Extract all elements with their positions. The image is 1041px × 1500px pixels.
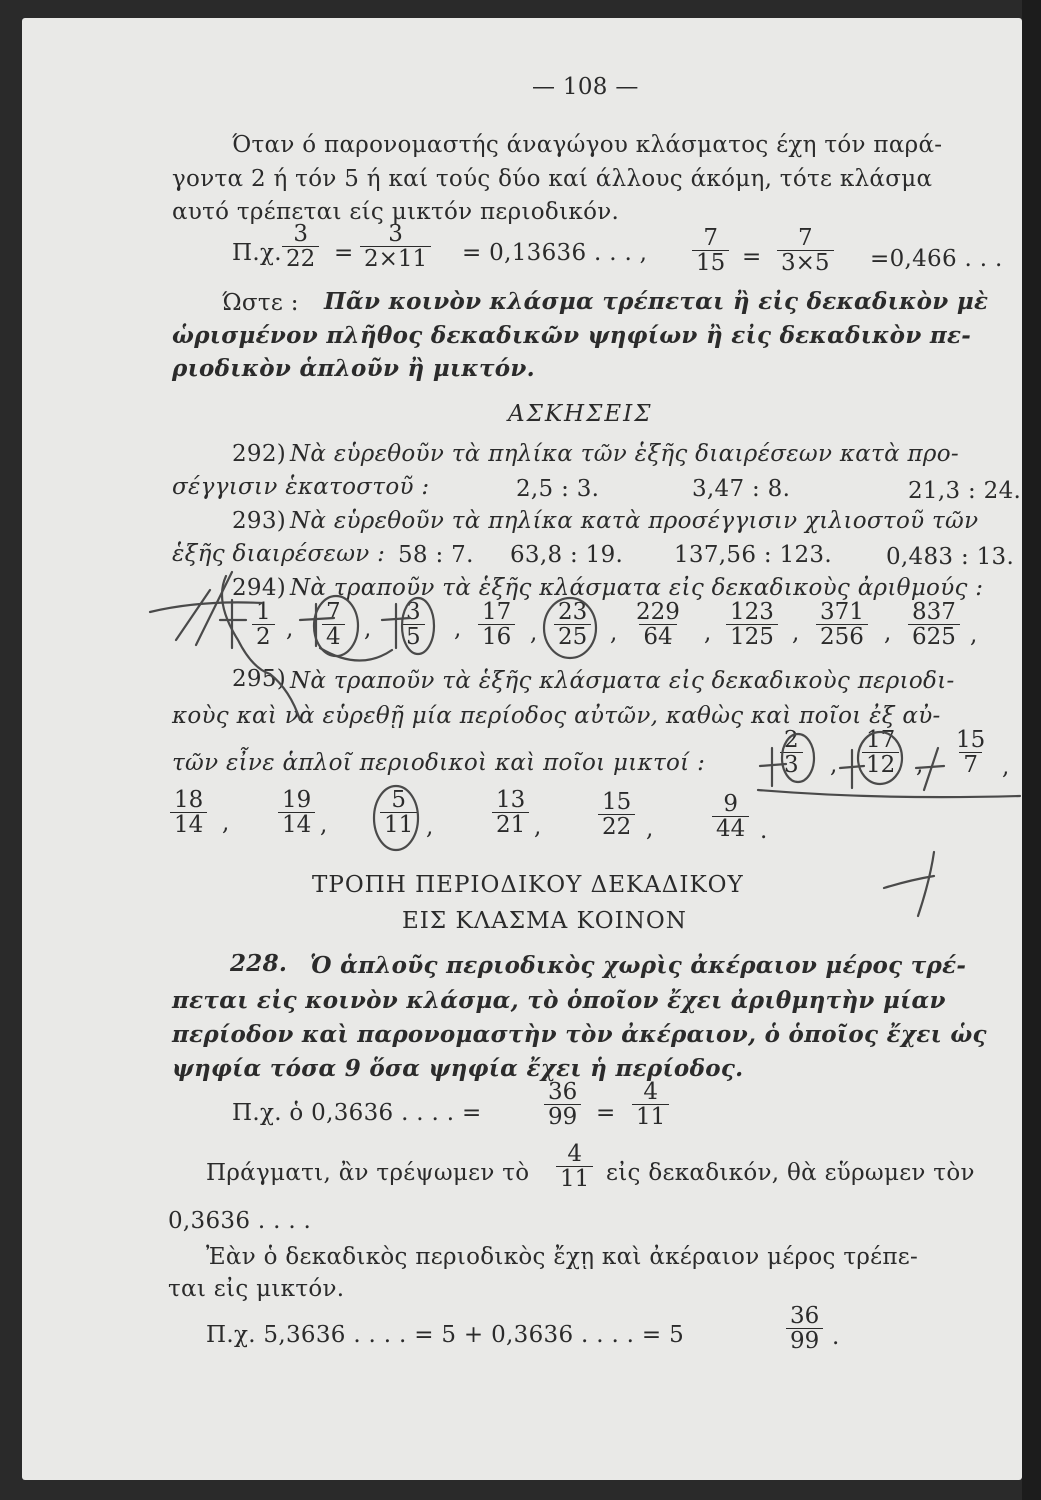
example2-prefix: Π.χ. ὁ 0,3636 . . . . = bbox=[232, 1100, 482, 1126]
ex295-line-2: κοὺς καὶ νὰ εὑρεθῇ μία περίοδος αὐτῶν, καθὼς καὶ ποῖοι ἐξ αὐ- bbox=[172, 703, 941, 729]
fraction-13-21: $\frac{13}{21}$ bbox=[492, 788, 529, 837]
ex295-line-3: τῶν εἶνε ἁπλοῖ περιοδικοὶ καὶ ποῖοι μικτοί : bbox=[172, 750, 706, 776]
fraction-7-15: $\frac{7}{15}$ bbox=[692, 226, 729, 275]
conclusion-line-1: Πᾶν κοινὸν κλάσμα τρέπεται ἢ εἰς δεκαδικὸν μὲ bbox=[324, 288, 989, 315]
ex293-line-2: ἑξῆς διαιρέσεων : bbox=[172, 541, 386, 567]
example1-result-2: =0,466 . . . bbox=[870, 246, 1003, 272]
example3-end: . bbox=[832, 1324, 840, 1350]
ex292-line-1: Νὰ εὑρεθοῦν τὰ πηλίκα τῶν ἑξῆς διαιρέσεων κατὰ προ- bbox=[290, 441, 959, 467]
fraction-19-14: $\frac{19}{14}$ bbox=[278, 788, 315, 837]
section-title-line-2: ΕΙΣ ΚΛΑΣΜΑ ΚΟΙΝΟΝ bbox=[402, 908, 687, 934]
ex292-value-2: 3,47 : 8. bbox=[692, 476, 791, 502]
fraction-4-11: $\frac{4}{11}$ bbox=[632, 1080, 669, 1129]
equals-sign-3: = bbox=[596, 1100, 616, 1126]
fraction-5-11: $\frac{5}{11}$ bbox=[380, 788, 417, 837]
ex292-value-3: 21,3 : 24. bbox=[908, 478, 1022, 504]
rule228-line-4: ψηφία τόσα 9 ὅσα ψηφία ἔχει ἡ περίοδος. bbox=[172, 1055, 744, 1082]
ex293-value-3: 137,56 : 123. bbox=[674, 542, 832, 568]
fraction-36-99-b: $\frac{36}{99}$ bbox=[786, 1304, 823, 1353]
fraction-23-25: $\frac{23}{25}$ bbox=[554, 600, 591, 649]
fraction-17-16: $\frac{17}{16}$ bbox=[478, 600, 515, 649]
section-title-line-1: ΤΡΟΠΗ ΠΕΡΙΟΔΙΚΟΥ ΔΕΚΑΔΙΚΟΥ bbox=[312, 872, 744, 898]
fraction-9-44: $\frac{9}{44}$ bbox=[712, 792, 749, 841]
rule228-line-2: πεται εἰς κοινὸν κλάσμα, τὸ ὁποῖον ἔχει ἀριθμητὴν μίαν bbox=[172, 987, 946, 1014]
fraction-123-125: $\frac{123}{125}$ bbox=[726, 600, 778, 649]
ex294-text: Νὰ τραποῦν τὰ ἑξῆς κλάσματα εἰς δεκαδικοὺς ἀριθμούς : bbox=[290, 575, 984, 601]
conclusion-line-2: ὡρισμένον πλῆθος δεκαδικῶν ψηφίων ἢ εἰς δεκαδικὸν πε- bbox=[172, 322, 972, 349]
page-edge-shadow bbox=[1022, 0, 1041, 1500]
fraction-4-11-b: $\frac{4}{11}$ bbox=[556, 1142, 593, 1191]
ex292-value-1: 2,5 : 3. bbox=[516, 476, 600, 502]
equals-sign-2: = bbox=[742, 244, 762, 270]
example3-text: Π.χ. 5,3636 . . . . = 5 + 0,3636 . . . . = 5 bbox=[206, 1322, 685, 1348]
exercises-title: ΑΣΚΗΣΕΙΣ bbox=[508, 401, 653, 427]
fraction-17-12: $\frac{17}{12}$ bbox=[862, 728, 899, 777]
fraction-3-2x11: $\frac{3}{2\times 11}$ bbox=[360, 222, 431, 271]
ex295-line-1: Νὰ τραποῦν τὰ ἑξῆς κλάσματα εἰς δεκαδικοὺς περιοδι- bbox=[290, 668, 955, 694]
rule228-line-1: Ὁ ἁπλοῦς περιοδικὸς χωρὶς ἀκέραιον μέρος τρέ- bbox=[310, 952, 967, 979]
ex293-number: 293) bbox=[232, 508, 287, 534]
indeed-pre: Πράγματι, ἂν τρέψωμεν τὸ bbox=[206, 1160, 530, 1186]
equals-sign: = bbox=[334, 240, 354, 266]
fraction-15-7: $\frac{15}{7}$ bbox=[956, 727, 986, 779]
ex293-line-1: Νὰ εὑρεθοῦν τὰ πηλίκα κατὰ προσέγγισιν χιλιοστοῦ τῶν bbox=[290, 508, 979, 534]
ex293-value-2: 63,8 : 19. bbox=[510, 542, 624, 568]
conclusion-lead: Ώστε : bbox=[222, 290, 299, 316]
fraction-229-64: $\frac{229}{64}$ bbox=[636, 599, 680, 651]
fraction-371-256: $\frac{371}{256}$ bbox=[816, 600, 868, 649]
ex292-number: 292) bbox=[232, 441, 287, 467]
mixed-line-2: ται εἰς μικτόν. bbox=[168, 1276, 345, 1302]
fraction-7-4: $\frac{7}{4}$ bbox=[322, 600, 345, 649]
ex295-number: 295) bbox=[232, 666, 287, 692]
fraction-18-14: $\frac{18}{14}$ bbox=[170, 788, 207, 837]
ex292-line-2: σέγγισιν ἑκατοστοῦ : bbox=[172, 474, 430, 500]
indeed-line-2: 0,3636 . . . . bbox=[168, 1208, 312, 1234]
ex293-value-1: 58 : 7. bbox=[398, 542, 474, 568]
intro-line-1: Όταν ό παρονομαστής άναγώγου κλάσματος έχη τόν παρά- bbox=[232, 132, 943, 158]
ex294-number: 294) bbox=[232, 575, 287, 601]
ex293-value-4: 0,483 : 13. bbox=[886, 544, 1015, 570]
intro-line-2: γοντα 2 ή τόν 5 ή καί τούς δύο καί άλλους άκόμη, τότε κλάσμα bbox=[172, 166, 933, 192]
rule228-number: 228. bbox=[230, 950, 288, 977]
intro-line-3: αυτό τρέπεται είς μικτόν περιοδικόν. bbox=[172, 199, 620, 225]
fraction-837-625: $\frac{837}{625}$ bbox=[908, 600, 960, 649]
fraction-36-99: $\frac{36}{99}$ bbox=[544, 1080, 581, 1129]
indeed-post: εἰς δεκαδικόν, θὰ εὕρωμεν τὸν bbox=[606, 1160, 975, 1186]
conclusion-line-3: ριοδικὸν ἁπλοῦν ἢ μικτόν. bbox=[172, 355, 535, 382]
rule228-line-3: περίοδον καὶ παρονομαστὴν τὸν ἀκέραιον, ὁ ὁποῖος ἔχει ὡς bbox=[172, 1021, 987, 1048]
example1-prefix: Π.χ. bbox=[232, 240, 282, 266]
mixed-line-1: Ἐὰν ὁ δεκαδικὸς περιοδικὸς ἔχῃ καὶ ἀκέραιον μέρος τρέπε- bbox=[206, 1244, 919, 1270]
page-number: — 108 — bbox=[532, 74, 639, 100]
fraction-3-5: $\frac{3}{5}$ bbox=[402, 600, 425, 649]
fraction-7-3x5: $\frac{7}{3\times 5}$ bbox=[777, 226, 834, 275]
example1-result-1: = 0,13636 . . . , bbox=[462, 240, 648, 266]
fraction-2-3: $\frac{2}{3}$ bbox=[780, 728, 803, 777]
fraction-1-2: $\frac{1}{2}$ bbox=[252, 600, 275, 649]
fraction-3-22: $\frac{3}{22}$ bbox=[282, 222, 319, 271]
fraction-15-22: $\frac{15}{22}$ bbox=[598, 790, 635, 839]
